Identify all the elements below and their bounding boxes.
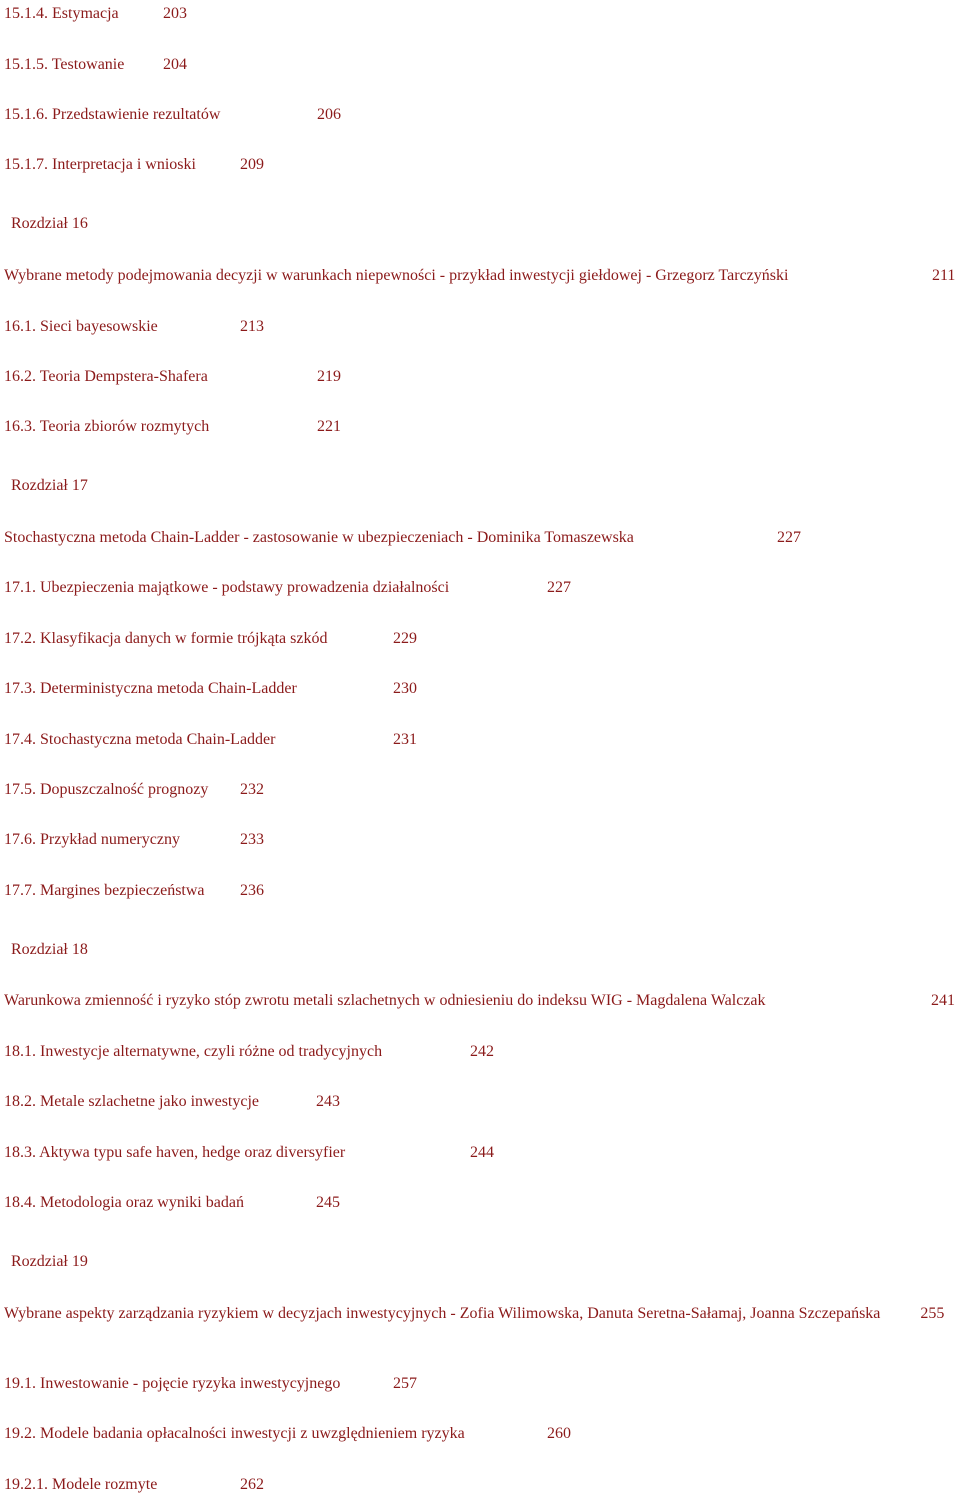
toc-entry-title: 15.1.5. Testowanie [4,56,125,73]
toc-entry-title: Wybrane aspekty zarządzania ryzykiem w decyzjach inwestycyjnych - Zofia Wilimowska, Danuta Seretna-Sałamaj, Joanna Szczepańska [4,1305,881,1322]
toc-entry-page: 209 [240,156,264,173]
toc-entry[interactable] [4,1475,264,1495]
toc-entry-title: 16.3. Teoria zbiorów rozmytych [4,418,210,435]
toc-entry-page: 255 [920,1305,945,1322]
toc-entry[interactable] [4,105,341,125]
toc-entry[interactable] [4,679,417,699]
toc-entry-page: 203 [163,5,187,22]
toc-entry[interactable] [4,1374,417,1394]
toc-entry-title: 17.6. Przykład numeryczny [4,831,180,848]
toc-entry[interactable] [4,1193,340,1213]
toc-entry[interactable] [4,881,264,901]
toc-entry-page: 233 [240,831,264,848]
toc-entry[interactable] [4,367,341,387]
toc-entry-page: 232 [240,781,264,798]
toc-entry[interactable] [4,1143,494,1163]
toc-entry-page: 229 [393,630,417,647]
toc-entry-title: 18.4. Metodologia oraz wyniki badań [4,1194,244,1211]
toc-entry[interactable] [4,629,417,649]
toc-entry-page: 257 [393,1375,417,1392]
toc-entry-title: 19.1. Inwestowanie - pojęcie ryzyka inwestycyjnego [4,1375,341,1392]
toc-entry[interactable] [4,55,187,75]
toc-entry[interactable] [4,578,571,598]
toc-entry[interactable] [4,4,187,24]
toc-entry-page: 219 [317,368,341,385]
chapter-heading: Rozdział 16 [11,215,88,232]
toc-entry-page: 211 [932,267,956,284]
chapter-title[interactable] [4,266,956,286]
toc-entry[interactable] [4,317,264,337]
toc-entry[interactable] [4,155,264,175]
toc-entry-page: 241 [931,992,955,1009]
toc-entry-title: 19.2.1. Modele rozmyte [4,1476,158,1493]
toc-entry[interactable] [4,730,417,750]
toc-entry-page: 204 [163,56,187,73]
toc-entry-title: 17.2. Klasyfikacja danych w formie trójkąta szkód [4,630,328,647]
toc-entry-page: 227 [547,579,571,596]
toc-entry-page: 213 [240,318,264,335]
toc-entry-title: 19.2. Modele badania opłacalności inwestycji z uwzględnieniem ryzyka [4,1425,465,1442]
toc-entry[interactable] [4,417,341,437]
toc-entry-title: 17.3. Deterministyczna metoda Chain-Ladder [4,680,297,697]
toc-entry[interactable] [4,830,264,850]
toc-entry-title: 17.1. Ubezpieczenia majątkowe - podstawy prowadzenia działalności [4,579,450,596]
toc-entry-page: 236 [240,882,264,899]
toc-entry-title: 16.2. Teoria Dempstera-Shafera [4,368,208,385]
toc-entry-title: 18.3. Aktywa typu safe haven, hedge oraz diversyfier [4,1144,346,1161]
toc-entry-title: 17.4. Stochastyczna metoda Chain-Ladder [4,731,276,748]
toc-entry-title: 15.1.7. Interpretacja i wnioski [4,156,196,173]
toc-entry-page: 260 [547,1425,571,1442]
toc-entry-title: Stochastyczna metoda Chain-Ladder - zastosowanie w ubezpieczeniach - Dominika Tomaszewska [4,529,634,546]
chapter-heading: Rozdział 17 [11,477,88,494]
toc-entry[interactable] [4,1092,340,1112]
toc-entry-page: 231 [393,731,417,748]
toc-entry-page: 206 [317,106,341,123]
toc-entry[interactable] [4,1424,571,1444]
chapter-title[interactable] [4,991,955,1011]
toc-entry-title: 15.1.4. Estymacja [4,5,119,22]
toc-entry-page: 230 [393,680,417,697]
toc-entry-page: 227 [777,529,801,546]
toc-entry-page: 243 [316,1093,340,1110]
toc-entry[interactable] [4,780,264,800]
toc-entry-title: 18.2. Metale szlachetne jako inwestycje [4,1093,260,1110]
toc-entry-page: 221 [317,418,341,435]
toc-entry-title: 17.5. Dopuszczalność prognozy [4,781,209,798]
toc-entry-title: 17.7. Margines bezpieczeństwa [4,882,205,899]
chapter-heading: Rozdział 19 [11,1253,88,1270]
toc-entry[interactable] [4,1042,494,1062]
toc-entry-page: 245 [316,1194,340,1211]
toc-entry-page: 242 [470,1043,494,1060]
toc-entry-title: Wybrane metody podejmowania decyzji w warunkach niepewności - przykład inwestycji giełdowej - Grzegorz Tarczyński [4,267,789,284]
chapter-title[interactable] [4,1304,954,1324]
toc-entry-page: 244 [470,1144,494,1161]
toc-entry-page: 262 [240,1476,264,1493]
toc-entry-title: 16.1. Sieci bayesowskie [4,318,158,335]
toc-entry-title: 18.1. Inwestycje alternatywne, czyli różne od tradycyjnych [4,1043,383,1060]
chapter-title[interactable] [4,528,801,548]
chapter-heading: Rozdział 18 [11,941,88,958]
toc-entry-title: Warunkowa zmienność i ryzyko stóp zwrotu metali szlachetnych w odniesieniu do indeksu WIG - Magdalena Walczak [4,992,766,1009]
toc-entry-title: 15.1.6. Przedstawienie rezultatów [4,106,221,123]
